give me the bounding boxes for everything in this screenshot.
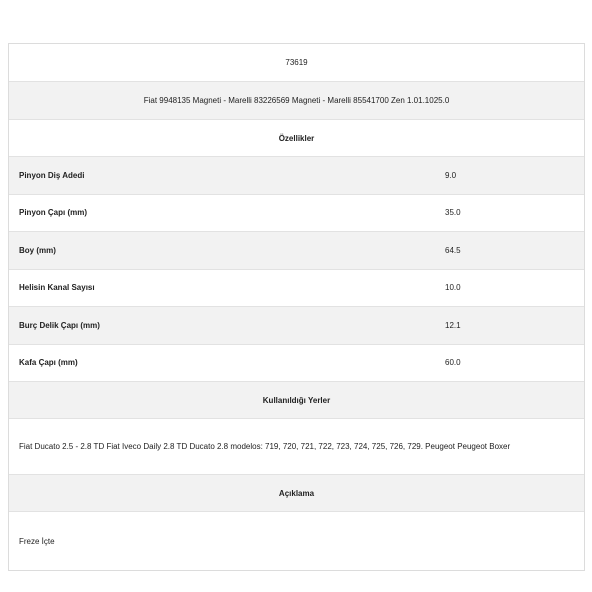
spec-value: 10.0: [445, 283, 461, 293]
spec-row: [9, 307, 584, 345]
spec-label: Pinyon Diş Adedi: [19, 170, 85, 180]
spec-row: [9, 157, 584, 195]
product-code: 73619: [285, 58, 308, 67]
specs-heading: Özellikler: [278, 133, 315, 143]
spec-label: Kafa Çapı (mm): [19, 358, 78, 368]
spec-label: Helisin Kanal Sayısı: [19, 283, 95, 293]
description-text: Freze İçte: [19, 536, 55, 546]
spec-row: [9, 195, 584, 233]
spec-row: [9, 232, 584, 270]
spec-value: 60.0: [445, 358, 461, 368]
usage-text: Fiat Ducato 2.5 - 2.8 TD Fiat Iveco Daily 2.8 TD Ducato 2.8 modelos: 719, 720, 721, 722, 723, 724, 725, 726, 729. Peugeot Peugeot Boxer: [19, 442, 511, 451]
spec-value: 64.5: [445, 245, 461, 255]
usage-row: [9, 419, 584, 475]
spec-row: [9, 270, 584, 308]
specs-heading-row: [9, 120, 584, 157]
description-row: [9, 512, 584, 570]
oem-refs-row: [9, 82, 584, 120]
product-info-table: [8, 43, 585, 571]
spec-label: Burç Delik Çapı (mm): [19, 320, 100, 330]
product-code-row: [9, 44, 584, 82]
spec-value: 12.1: [445, 320, 461, 330]
spec-label: Boy (mm): [19, 245, 56, 255]
usage-heading: Kullanıldığı Yerler: [262, 395, 331, 405]
description-heading: Açıklama: [278, 488, 315, 498]
description-heading-row: [9, 475, 584, 512]
spec-row: [9, 345, 584, 383]
spec-value: 9.0: [445, 170, 457, 180]
oem-references: Fiat 9948135 Magneti - Marelli 83226569 Magneti - Marelli 85541700 Zen 1.01.1025.0: [143, 96, 450, 105]
spec-value: 35.0: [445, 208, 461, 218]
usage-heading-row: [9, 382, 584, 419]
spec-label: Pinyon Çapı (mm): [19, 208, 88, 218]
